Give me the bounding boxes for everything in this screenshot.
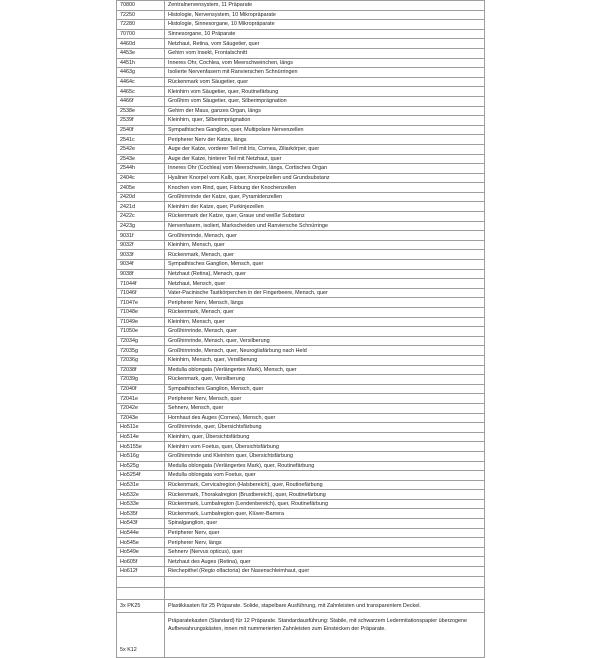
table-row (117, 547, 485, 557)
table-row (117, 538, 485, 548)
article-description: Peripherer Nerv, Mensch, quer (165, 394, 485, 404)
blank-cell (117, 576, 165, 588)
table-row (117, 490, 485, 500)
article-description: Hornhaut des Auges (Cornea), Mensch, quer (165, 413, 485, 423)
article-description: Rückenmark vom Säugetier, quer (165, 77, 485, 87)
table-row (117, 308, 485, 318)
article-code: 72035g (117, 346, 165, 356)
accessory-quantity-code: 5x K12 (117, 612, 165, 657)
table-row (117, 20, 485, 30)
blank-cell (165, 588, 485, 600)
table-row (117, 519, 485, 529)
article-code: 4464c (117, 77, 165, 87)
table-row (117, 125, 485, 135)
article-code: 2541c (117, 135, 165, 145)
table-row (117, 384, 485, 394)
blank-row (117, 576, 485, 588)
table-row (117, 451, 485, 461)
table-row (117, 154, 485, 164)
article-code: 72034g (117, 336, 165, 346)
table-row (117, 442, 485, 452)
accessory-description: Präparatekasten (Standard) für 12 Präparate. Standardausführung: Stabile, mit schwarzem Ledermitationspapier überzogene Aufbewahrungskästen, innen mit nummerierten Zahnleisten zum Einstecken der Präparate. (165, 612, 485, 657)
article-description: Peripherer Nerv der Katze, längs (165, 135, 485, 145)
article-code: Ho612f (117, 567, 165, 577)
article-description: Auge der Katze, hinterer Teil mit Netzhaut, quer (165, 154, 485, 164)
table-row (117, 240, 485, 250)
article-description: Riechepithel (Regio olfactoria) der Nasenschleimhaut, quer (165, 567, 485, 577)
article-code: 2422c (117, 212, 165, 222)
article-description: Medulla oblongata (Verlängertes Mark), Mensch, quer (165, 365, 485, 375)
table-row (117, 298, 485, 308)
article-description: Peripherer Nerv, Mensch, längs (165, 298, 485, 308)
blank-cell (117, 588, 165, 600)
article-description: Knochen vom Rind, quer, Färbung der Knochenzellen (165, 183, 485, 193)
article-code: 9034f (117, 260, 165, 270)
article-code: Ho535f (117, 509, 165, 519)
table-row (117, 96, 485, 106)
accessory-quantity-code: 3x PK25 (117, 599, 165, 612)
article-description: Rückenmark, Thorakalregion (Brustbereich), quer, Routinefärbung (165, 490, 485, 500)
table-row (117, 77, 485, 87)
article-code: 70700 (117, 29, 165, 39)
table-row (117, 317, 485, 327)
article-code: 2538e (117, 106, 165, 116)
accessory-row (117, 599, 485, 612)
table-row (117, 528, 485, 538)
table-row (117, 375, 485, 385)
article-code: Ho5254f (117, 471, 165, 481)
article-description: Medulla oblongata (Verlängertes Mark), quer, Routinefärbung (165, 461, 485, 471)
table-row (117, 355, 485, 365)
article-description: Großhirnrinde, quer, Übersichtsfärbung (165, 423, 485, 433)
article-code: 71044f (117, 279, 165, 289)
article-description: Kleinhirn, quer, Übersichtsfärbung (165, 432, 485, 442)
article-description: Kleinhirn, quer, Silberimprägnation (165, 116, 485, 126)
article-code: 71046f (117, 288, 165, 298)
article-description: Großhirnrinde, Mensch, quer (165, 231, 485, 241)
table-row (117, 202, 485, 212)
product-table (116, 0, 485, 658)
article-code: Ho543f (117, 519, 165, 529)
article-description: Sehnerv, Mensch, quer (165, 403, 485, 413)
article-code: 72038f (117, 365, 165, 375)
article-description: Inneres Ohr (Cochlea) vom Meerschwein, längs, Cortisches Organ (165, 164, 485, 174)
accessory-row (117, 612, 485, 657)
table-row (117, 557, 485, 567)
article-description: Peripherer Nerv, quer (165, 528, 485, 538)
article-description: Nervenfasern, isoliert, Markscheiden und Ranviersche Schnürringe (165, 221, 485, 231)
table-row (117, 567, 485, 577)
article-description: Rückenmark, Lumbalregion (Lendenbereich), quer, Routinefärbung (165, 499, 485, 509)
article-code: 2542e (117, 144, 165, 154)
article-description: Rückenmark, Lumbalregion quer, Klüver-Barrera (165, 509, 485, 519)
article-description: Gehirn der Maus, ganzes Organ, längs (165, 106, 485, 116)
table-row (117, 260, 485, 270)
article-code: 4451h (117, 58, 165, 68)
table-row (117, 336, 485, 346)
table-row (117, 164, 485, 174)
table-row (117, 346, 485, 356)
article-code: 72036g (117, 355, 165, 365)
table-row (117, 144, 485, 154)
article-description: Netzhaut, Retina, vom Säugetier, quer (165, 39, 485, 49)
article-code: 2405e (117, 183, 165, 193)
article-description: Netzhaut, Mensch, quer (165, 279, 485, 289)
article-code: 72043e (117, 413, 165, 423)
article-description: Großhirnrinde und Kleinhirn quer, Übersichtsfärbung (165, 451, 485, 461)
article-description: Sympathisches Ganglion, quer, Multipolare Nervenzellen (165, 125, 485, 135)
article-description: Spinalganglion, quer (165, 519, 485, 529)
article-code: Ho605f (117, 557, 165, 567)
article-code: 72040f (117, 384, 165, 394)
blank-row (117, 588, 485, 600)
article-code: Ho514e (117, 432, 165, 442)
article-code: 2404c (117, 173, 165, 183)
table-row (117, 471, 485, 481)
article-description: Peripherer Nerv, längs (165, 538, 485, 548)
table-row (117, 432, 485, 442)
article-code: Ho5155e (117, 442, 165, 452)
article-code: 72250 (117, 10, 165, 20)
article-code: 4465c (117, 87, 165, 97)
table-row (117, 327, 485, 337)
table-row (117, 365, 485, 375)
article-description: Isolierte Nervenfasern mit Ranvierschen Schnürringen (165, 68, 485, 78)
article-description: Netzhaut (Retina), Mensch, quer (165, 269, 485, 279)
article-description: Netzhaut des Auges (Retina), quer (165, 557, 485, 567)
article-code: 72041e (117, 394, 165, 404)
article-code: 72039g (117, 375, 165, 385)
table-row (117, 480, 485, 490)
article-code: Ho525g (117, 461, 165, 471)
table-row (117, 394, 485, 404)
article-description: Großhirnrinde, Mensch, quer, Versilberung (165, 336, 485, 346)
article-code: 2423g (117, 221, 165, 231)
table-row (117, 413, 485, 423)
table-row (117, 29, 485, 39)
article-code: 71049e (117, 317, 165, 327)
article-code: 2544h (117, 164, 165, 174)
article-description: Rückenmark, Cervicalregion (Halsbereich), quer, Routinefärbung (165, 480, 485, 490)
article-code: 9031f (117, 231, 165, 241)
table-row (117, 403, 485, 413)
article-code: 4463g (117, 68, 165, 78)
article-code: 4453e (117, 48, 165, 58)
table-row (117, 269, 485, 279)
table-row (117, 1, 485, 11)
article-code: Ho545e (117, 538, 165, 548)
article-description: Medulla oblongata vom Foetus, quer (165, 471, 485, 481)
article-code: 9038f (117, 269, 165, 279)
table-row (117, 116, 485, 126)
article-code: 2420d (117, 192, 165, 202)
article-description: Großhirnrinde, Mensch, quer, Neurogliafärbung nach Held (165, 346, 485, 356)
article-code: 71048e (117, 308, 165, 318)
article-description: Großhirnrinde der Katze, quer, Pyramidenzellen (165, 192, 485, 202)
article-code: Ho533e (117, 499, 165, 509)
article-description: Histologie, Sinnesorgane, 10 Mikropräparate (165, 20, 485, 30)
table-row (117, 68, 485, 78)
article-description: Kleinhirn, Mensch, quer (165, 317, 485, 327)
table-row (117, 499, 485, 509)
article-description: Rückenmark der Katze, quer, Graue und weiße Substanz (165, 212, 485, 222)
article-description: Auge der Katze, vorderer Teil mit Iris, Cornea, Ziliarkörper, quer (165, 144, 485, 154)
table-row (117, 58, 485, 68)
article-description: Sympathisches Ganglion, Mensch, quer (165, 260, 485, 270)
table-row (117, 48, 485, 58)
article-code: 2421d (117, 202, 165, 212)
table-row (117, 10, 485, 20)
article-code: 9033f (117, 250, 165, 260)
article-code: Ho531e (117, 480, 165, 490)
table-row (117, 106, 485, 116)
article-code: Ho511e (117, 423, 165, 433)
table-row (117, 509, 485, 519)
article-code: 2543e (117, 154, 165, 164)
table-row (117, 173, 485, 183)
table-row (117, 461, 485, 471)
article-description: Histologie, Nervensystem, 10 Mikropräparate (165, 10, 485, 20)
product-rows (117, 1, 485, 658)
article-code: 9032f (117, 240, 165, 250)
article-code: 2539f (117, 116, 165, 126)
article-code: 72280 (117, 20, 165, 30)
article-description: Großhirnrinde, Mensch, quer (165, 327, 485, 337)
article-description: Rückenmark, Mensch, quer (165, 250, 485, 260)
blank-cell (165, 576, 485, 588)
article-description: Großhirn vom Säugetier, quer, Silberimprägnation (165, 96, 485, 106)
article-description: Gehirn vom Insekt, Frontalschnitt (165, 48, 485, 58)
table-row (117, 212, 485, 222)
article-code: Ho532e (117, 490, 165, 500)
article-code: 4466f (117, 96, 165, 106)
table-row (117, 87, 485, 97)
article-description: Kleinhirn, Mensch, quer (165, 240, 485, 250)
table-row (117, 423, 485, 433)
table-row (117, 221, 485, 231)
table-row (117, 231, 485, 241)
table-row (117, 183, 485, 193)
table-row (117, 250, 485, 260)
article-description: Rückenmark, Mensch, quer (165, 308, 485, 318)
article-description: Kleinhirn der Katze, quer, Purkinjezellen (165, 202, 485, 212)
table-row (117, 39, 485, 49)
article-code: 4460d (117, 39, 165, 49)
article-description: Kleinhirn, Mensch, quer, Versilberung (165, 355, 485, 365)
article-description: Kleinhirn vom Foetus, quer, Übersichtsfärbung (165, 442, 485, 452)
article-description: Inneres Ohr, Cochlea, vom Meerschweinchen, längs (165, 58, 485, 68)
table-row (117, 135, 485, 145)
table-row (117, 192, 485, 202)
article-description: Hyaliner Knorpel vom Kalb, quer, Knorpelzellen und Grundsubstanz (165, 173, 485, 183)
article-description: Sehnerv (Nervus opticus), quer (165, 547, 485, 557)
article-description: Rückenmark, quer, Versilberung (165, 375, 485, 385)
article-description: Vater-Pacinische Tastkörperchen in der Fingerbeere, Mensch, quer (165, 288, 485, 298)
article-code: 71050e (117, 327, 165, 337)
article-code: 72042e (117, 403, 165, 413)
article-code: Ho516g (117, 451, 165, 461)
article-description: Zentralnervensystem, 11 Präparate (165, 1, 485, 11)
article-code: Ho544e (117, 528, 165, 538)
article-code: Ho549e (117, 547, 165, 557)
article-code: 70800 (117, 1, 165, 11)
table-row (117, 288, 485, 298)
article-code: 2540f (117, 125, 165, 135)
accessory-description: Plastikkasten für 25 Präparate. Solide, stapelbare Ausführung, mit Zahnleisten und transparentem Deckel. (165, 599, 485, 612)
product-table-sheet (116, 0, 484, 658)
article-description: Kleinhirn vom Säugetier, quer, Routinefärbung (165, 87, 485, 97)
article-code: 71047e (117, 298, 165, 308)
article-description: Sinnesorgane, 10 Präparate (165, 29, 485, 39)
article-description: Sympathisches Ganglion, Mensch, quer (165, 384, 485, 394)
table-row (117, 279, 485, 289)
